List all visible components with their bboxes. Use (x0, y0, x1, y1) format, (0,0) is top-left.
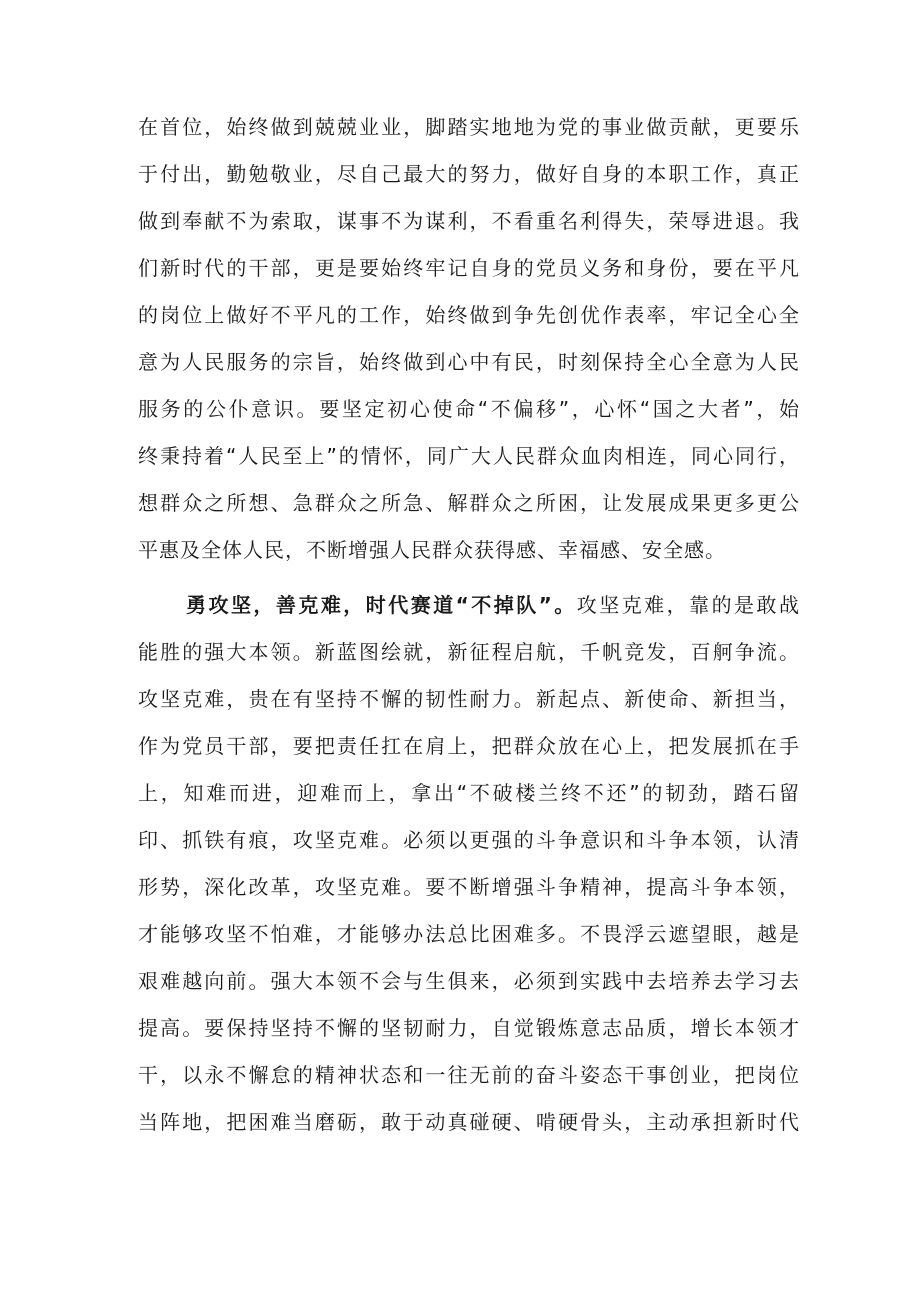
text-line: 想群众之所想、急群众之所急、解群众之所困，让发展成果更多更公 (138, 491, 800, 515)
text-line: 于付出，勤勉敬业，尽自己最大的努力，做好自身的本职工作，真正 (138, 162, 800, 186)
paragraph-2 (138, 582, 800, 1146)
text-line: 平惠及全体人民，不断增强人民群众获得感、幸福感、安全感。 (138, 538, 726, 562)
text-line: 才能够攻坚不怕难，才能够办法总比困难多。不畏浮云遮望眼，越是 (138, 922, 800, 946)
text-line: 的岗位上做好不平凡的工作，始终做到争先创优作表率，牢记全心全 (138, 303, 800, 327)
text-line: 攻坚克难，贵在有坚持不懈的韧性耐力。新起点、新使命、新担当， (138, 687, 800, 711)
text-line: 服务的公仆意识。要坚定初心使命“不偏移”，心怀“国之大者”，始 (138, 397, 800, 421)
text-line: 形势，深化改革，攻坚克难。要不断增强斗争精神，提高斗争本领， (138, 875, 800, 899)
paragraph-1 (138, 104, 800, 574)
text-line: 印、抓铁有痕，攻坚克难。必须以更强的斗争意识和斗争本领，认清 (138, 828, 800, 852)
heading-followup: 攻坚克难，靠的是敢战 (576, 593, 801, 617)
text-line: 作为党员干部，要把责任扛在肩上，把群众放在心上，把发展抓在手 (138, 734, 800, 758)
paragraph-gap (138, 574, 800, 582)
text-line: 做到奉献不为索取，谋事不为谋利，不看重名利得失，荣辱进退。我 (138, 209, 800, 233)
text-line-first (138, 582, 800, 629)
text-line: 在首位，始终做到兢兢业业，脚踏实地地为党的事业做贡献，更要乐 (138, 115, 800, 139)
text-line: 终秉持着“人民至上”的情怀，同广大人民群众血肉相连，同心同行， (138, 444, 800, 468)
text-line: 提高。要保持坚持不懈的坚韧耐力，自觉锻炼意志品质，增长本领才 (138, 1016, 800, 1040)
text-line: 能胜的强大本领。新蓝图绘就，新征程启航，千帆竞发，百舸争流。 (138, 640, 800, 664)
text-line: 干，以永不懈怠的精神状态和一往无前的奋斗姿态干事创业，把岗位 (138, 1063, 800, 1087)
text-line: 当阵地，把困难当磨砺，敢于动真碰硬、啃硬骨头，主动承担新时代 (138, 1110, 800, 1134)
paragraph-heading: 勇攻坚，善克难，时代赛道“不掉队”。 (186, 593, 577, 617)
text-line: 意为人民服务的宗旨，始终做到心中有民，时刻保持全心全意为人民 (138, 350, 800, 374)
text-line: 们新时代的干部，更是要始终牢记自身的党员义务和身份，要在平凡 (138, 256, 800, 280)
text-line: 艰难越向前。强大本领不会与生俱来，必须到实践中去培养去学习去 (138, 969, 800, 993)
text-line: 上，知难而进，迎难而上，拿出“不破楼兰终不还”的韧劲，踏石留 (138, 781, 800, 805)
document-page (138, 104, 800, 1146)
